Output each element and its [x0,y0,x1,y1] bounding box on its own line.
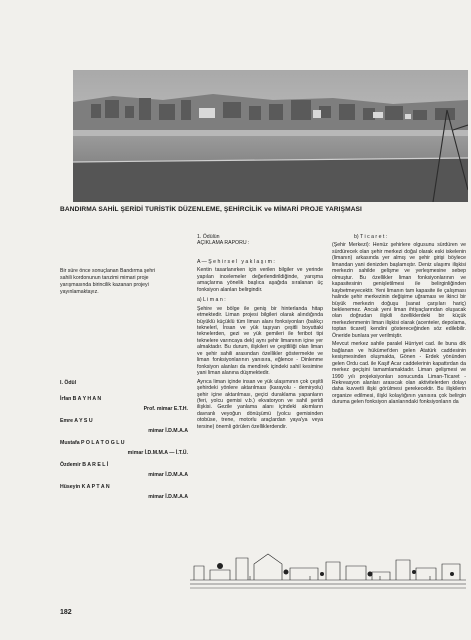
project-title: BANDIRMA SAHİL ŞERİDİ TURİSTİK DÜZENLEME, ŞEHİRCİLİK ve MİMARİ PROJE YARIŞMASI [60,206,362,213]
member-name: Mustafa P O L A T O G L U [60,440,125,446]
member-title: mimar İ.D.M.A.A [148,472,188,478]
member-name: Emre A Y S U [60,418,93,424]
member-title: mimar İ.D.M.A.A [148,428,188,434]
member-title: mimar İ.D.M.A.A [148,494,188,500]
report-column-1 [197,234,323,432]
report-heading: 1. Ödülün [197,234,220,240]
harbor-photo [73,70,468,202]
member-title: mimar İ.D.M.M.A — İ.T.Ü. [127,450,188,456]
award-heading: I. Ödül [60,380,77,386]
paragraph: Kentin tasarlanırken için verilen bilgiler ve yerinde yapılan incelemeler değerlendirildiğinde, yarışma amaçlarına yönelik başlıca aşağıda sıralanan üç fonksiyon alanları belirgindir. [197,267,323,293]
section-heading: a) L i m a n : [197,297,226,304]
intro-text: Bir süre önce sonuçlanan Bandırma şehri sahili kordonunun tanzimi mimari proje yarışmasında birincilik kazanan projeyi yayınlamaktayız. [60,268,156,295]
member-name: Özdemir B A R E L İ [60,462,109,468]
report-column-2 [332,234,466,408]
paragraph: Ayrıca liman içinde insan ve yük ulaşımının çok çeşitli şehirdeki yönlere aktarılması (karayolu - demiryolu) şehir içine aktarılması, geçici duraklama yapanların (feri, yolcu gemisi v.b.) ekvatoryon ve sahil şeridi ilişkisi. Gezile yanlama alanı içindeki akımların davranlı veyoğun dönüşümü (yolcu gemisinden otobüse, trene, motorlu araçlardan yaya'ya veya tersine) önemli görülen özelliklerdendir. [197,378,323,430]
section-heading: b) T i c a r e t : [354,234,388,240]
page-number: 182 [60,609,72,616]
member-name: İrfan B A Y H A N [60,396,102,402]
paragraph: Şehire ve bölge ile geniş bir hinterlanda hitap etmektedir. Liman projesi bilgileri olarak alındığında büyüklü küçüklü tüm liman alanı fonksiyonları (balıkçı teknelerl, İnsan ve yük taşıyan çeşitli boyuttaki teknelerden, gezi ve yük gemileri ile feribot tipi teknelere varıncaya dek) aynı şehir limanının içine yer almaktadır. Bu durum, ilişkileri ve çeşitliliği olan liman ve şehir sahili arasından özellikler göstermekte ve liman fonksiyonlarının yanısıra, eğlence - Dinlenme fonksiyon alanları da mendirek içindeki sahil kesimine yani liman alanına düşmektedir. [197,305,323,377]
member-name: Hüseyin K A P T A N [60,484,110,490]
member-title: Prof. mimar E.T.H. [143,406,188,412]
site-section-drawing [190,536,466,594]
report-subheading: AÇIKLAMA RAPORU : [197,240,250,247]
paragraph: (Şehir Merkezi): Henüz şehirlere olgusunu sürdüren ve sürdürecek olan şehir merkezi doğal olarak eski iskelenin (limanın) arkasında yer almış ve şehir girişi böylece limandan yani denizden başlamıştır. Deniz ulaşımı ilişkisi merkezin sahilde gelişme ve yerleşmesine sebep olmuştur. Bu özellikler liman fonksiyonlarının ve kapasitesinin genişletilmesi ile belirginliğinden kaybetmeyecektir. Yeni limanın tam kapasite ile çalışması halinde şehir merkezinin değişime uğraması ve ikinci bir büyük merkezin doğuşu (sanat çarşıları hariç) beklenemez. Ancak yeni liman ihtiyaçlarından oluşacak olan doğrudan ilişkili özelliklerdeki bir küçük merkezlenmenin liman ilişkisi olarak (acenteler, depolama, toptan ticaret) kendini göstereceğinden söz edilebilir. Öneride bunlara yer verilmiştir. [332,242,466,339]
section-heading: A — Ş e h i r s e l y a k l a ş ı m : [197,258,275,265]
paragraph: Mevcut merkez sahile paralel Hürriyet cad. ile buna dik bağlanan ve hükümet'den gelen Atatürk caddesinin kesişmesinden oluşmakta, Gönen - Erdek yönünden gelen Ordu cad. ile Kaşif Acar caddelerinin kapattırdan da merkez geçişini tamamlamaktadır. Liman gelişmesi ve 1990 yılı projeksiyonları sonucunda Liman-Ticaret - Rekreasyon alanları arasıcak olan aktivitelerden dolayı daha kuvvetli ilişki görülmesi gerekecektir. Bu ilişkilerin organize edilmesi, ilişki kolaylığının yanısıra çok belirgin duruma gelen fonksiyon alanlarındaki fonksiyonların da [332,341,466,406]
